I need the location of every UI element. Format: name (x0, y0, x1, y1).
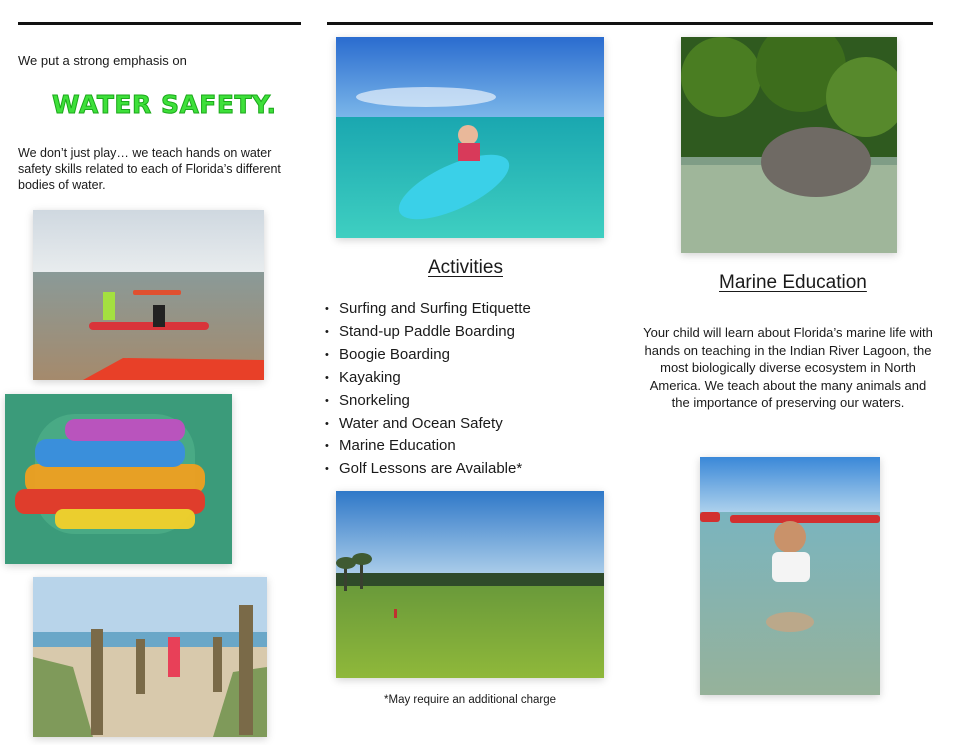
activities-footnote: *May require an additional charge (384, 694, 556, 706)
marine-education-body: Your child will learn about Florida’s marine life with hands on teaching in the Indian River Lagoon, the most biologically diverse ecosystem in North America. We teach about the many animals and the importance of preserving our waters. (643, 325, 933, 410)
intro-text: We put a strong emphasis on (18, 53, 187, 68)
marine-education-heading: Marine Education (719, 272, 867, 293)
activity-item: • Stand-up Paddle Boarding (325, 321, 531, 344)
left-top-rule (18, 22, 301, 25)
activity-item: • Snorkeling (325, 390, 531, 413)
paddleboard-girl-photo (336, 37, 604, 238)
activity-item: • Water and Ocean Safety (325, 413, 531, 436)
water-safety-headline: WATER SAFETY. (52, 90, 277, 119)
activity-item: • Boogie Boarding (325, 344, 531, 367)
water-safety-body: We don’t just play… we teach hands on water safety skills related to each of Florida’s different bodies of water. (18, 146, 281, 192)
activity-item: • Golf Lessons are Available* (325, 458, 531, 481)
activities-heading: Activities (428, 257, 503, 278)
boardwalk-beach-photo (33, 577, 267, 737)
activity-item: • Surfing and Surfing Etiquette (325, 298, 531, 321)
mangrove-manatee-photo (681, 37, 897, 253)
kayak-beach-photo (33, 210, 264, 380)
activities-list (325, 298, 531, 481)
group-kayaks-photo (5, 394, 232, 564)
golf-course-photo (336, 491, 604, 678)
activity-item: • Kayaking (325, 367, 531, 390)
activity-item: • Marine Education (325, 435, 531, 458)
boy-in-lagoon-photo (700, 457, 880, 695)
right-top-rule (327, 22, 933, 25)
